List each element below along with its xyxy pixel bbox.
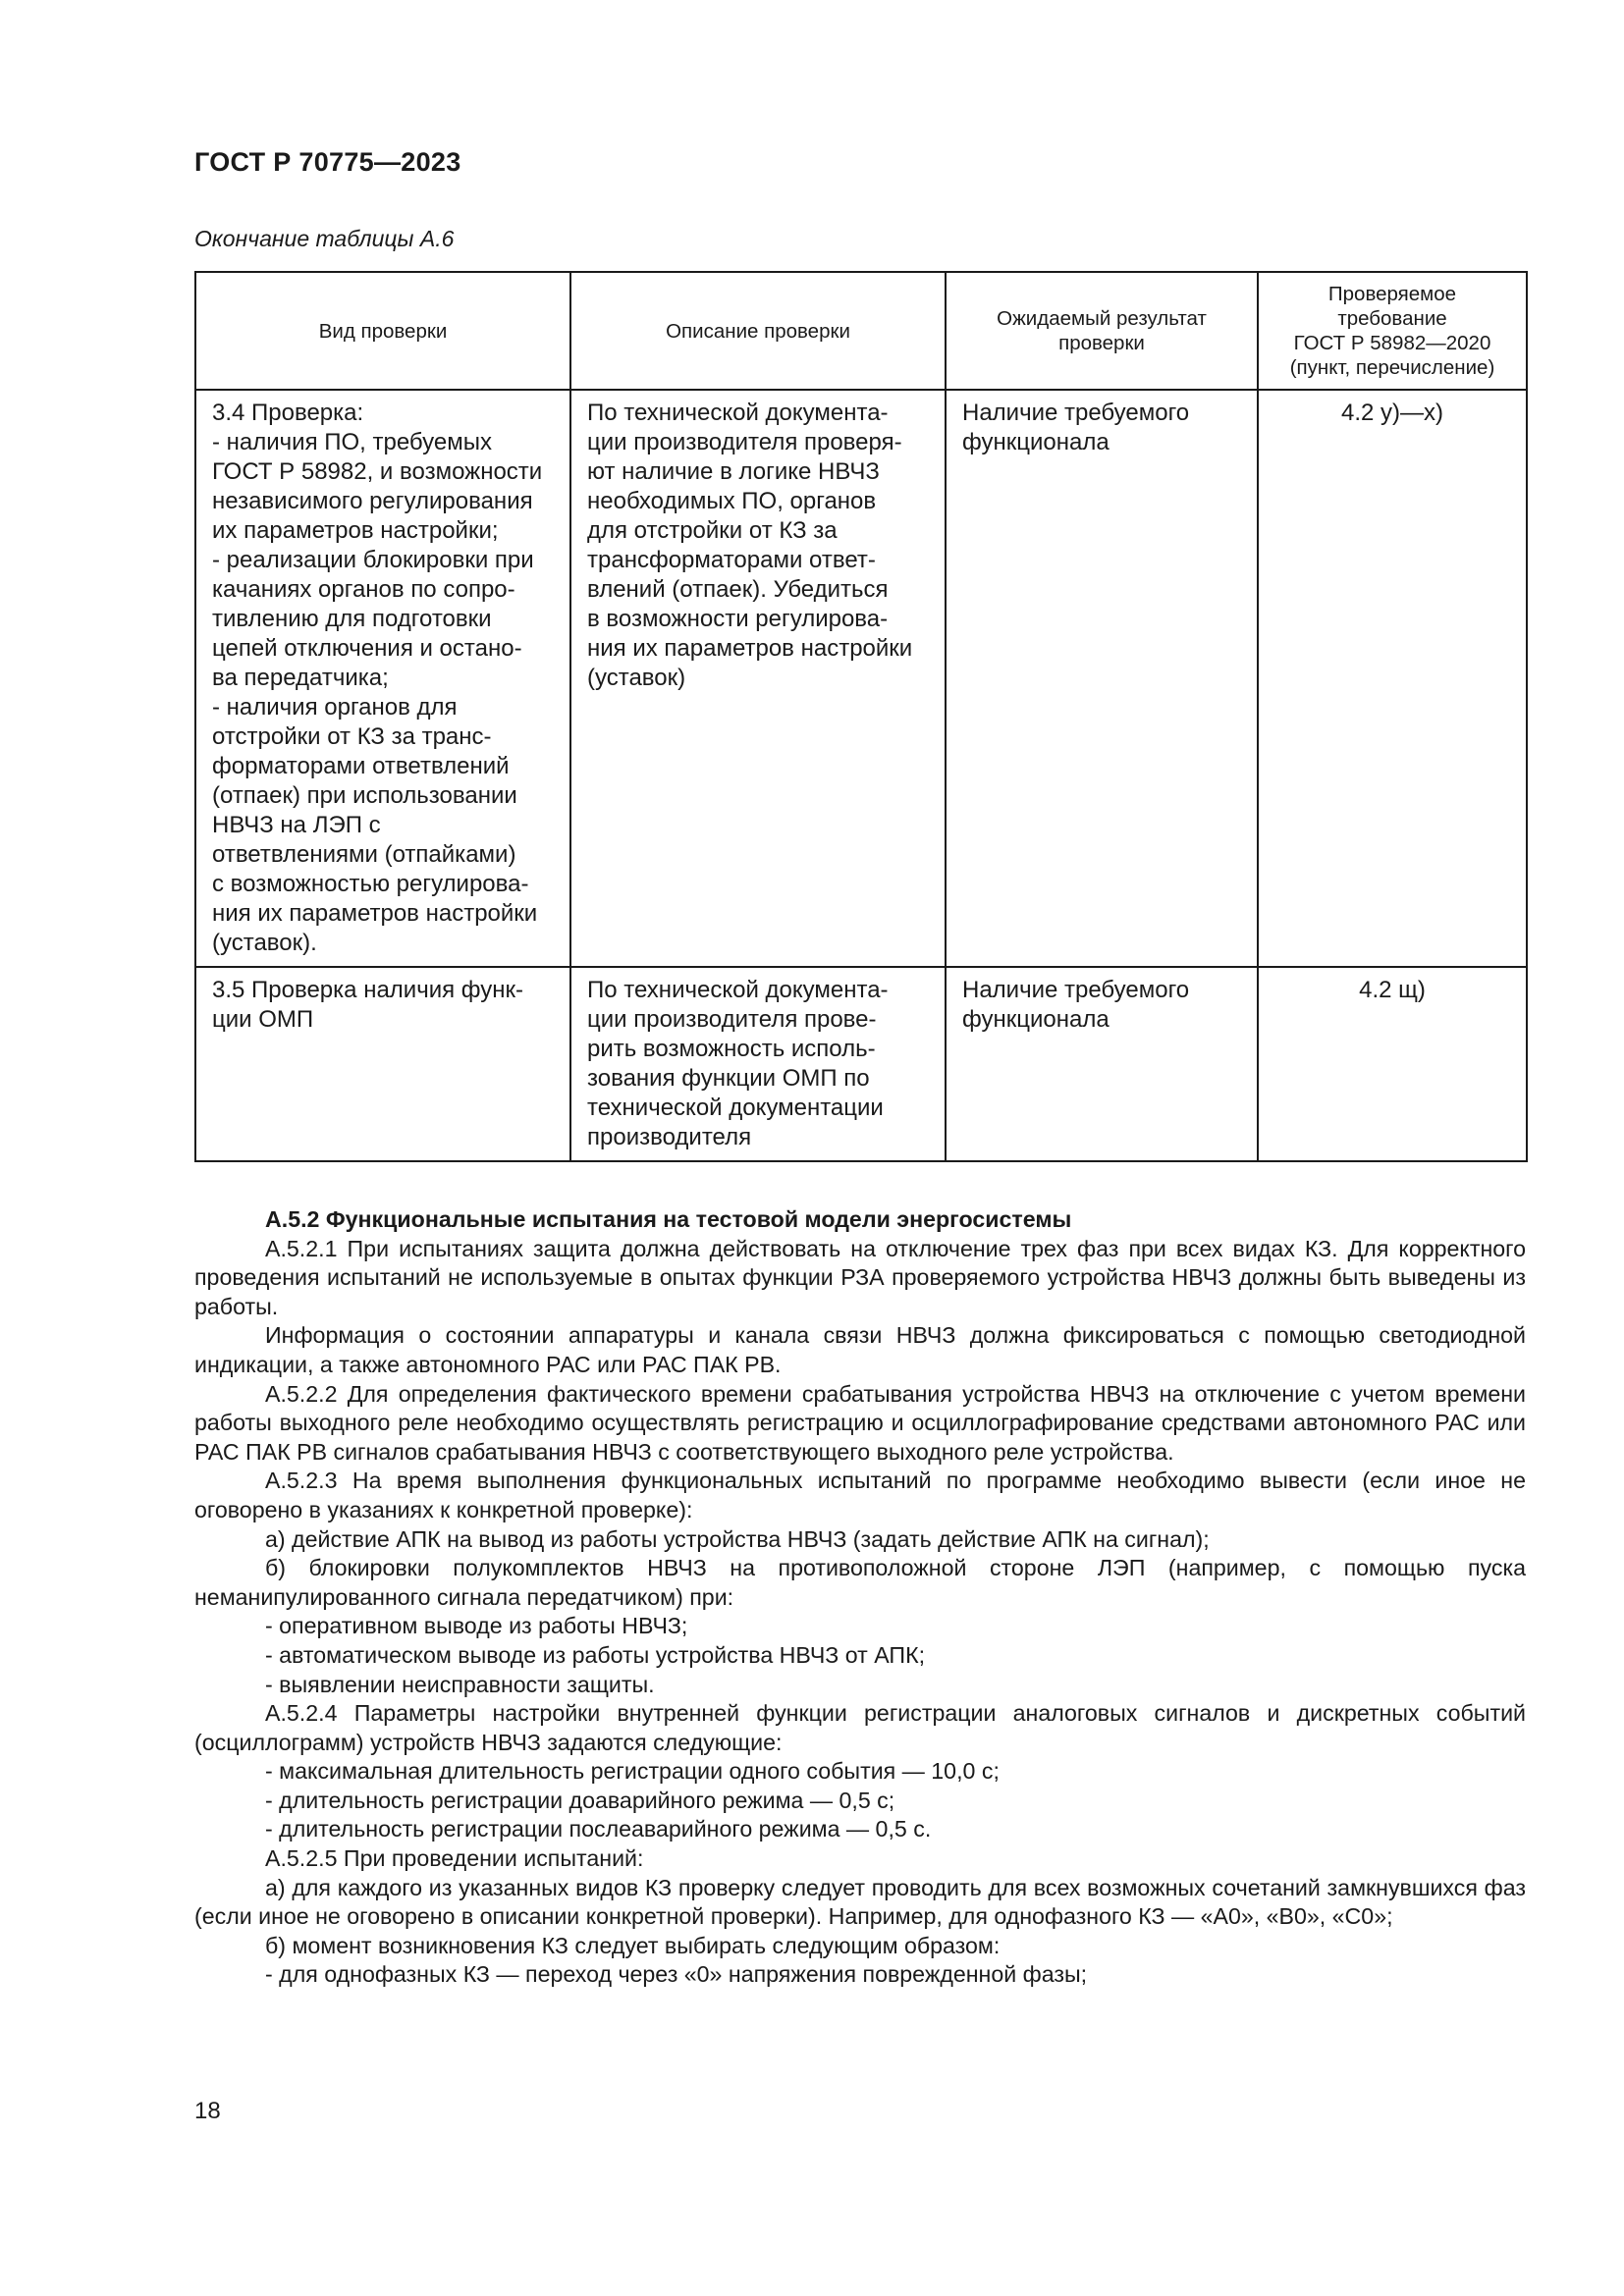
list-item: - автоматическом выводе из работы устройства НВЧЗ от АПК; — [265, 1641, 926, 1668]
paragraph: Информация о состоянии аппаратуры и канала связи НВЧЗ должна фиксироваться с помощью светодиодной индикации, а также автономного РАС или РАС ПАК РВ. — [194, 1322, 1526, 1377]
cell-check-type: 3.4 Проверка: - наличия ПО, требуемых ГОСТ Р 58982, и возможности независимого регулирования их параметров настройки; - реализации блокировки при качаниях органов по сопро- тивлению для подготовки цепей отключения и остано- ва передатчика; - наличия органов для отстройки от КЗ за транс- форматорами ответвлений (отпаек) при использовании НВЧЗ на ЛЭП с ответвлениями (отпайками) с возможностью регулирова- ния их параметров настройки (уставок). — [195, 390, 570, 967]
cell-description: По технической документа- ции производителя прове- рить возможность исполь- зования функции ОМП по технической документации производителя — [570, 967, 946, 1161]
list-item: - максимальная длительность регистрации одного события — 10,0 с; — [265, 1758, 1000, 1785]
checks-table — [194, 271, 1528, 1162]
paragraph: б) момент возникновения КЗ следует выбирать следующим образом: — [265, 1932, 1001, 1958]
cell-check-type: 3.5 Проверка наличия функ- ции ОМП — [195, 967, 570, 1161]
list-item: - оперативном выводе из работы НВЧЗ; — [265, 1613, 688, 1639]
paragraph: б) блокировки полукомплектов НВЧЗ на противоположной стороне ЛЭП (например, с помощью пуска неманипулированного сигнала передатчиком) при: — [194, 1555, 1526, 1610]
cell-requirement: 4.2 у)—х) — [1258, 390, 1527, 967]
cell-expected-result: Наличие требуемого функционала — [946, 967, 1258, 1161]
table-row — [195, 967, 1527, 1161]
column-header-description: Описание проверки — [570, 272, 946, 390]
list-item: - для однофазных КЗ — переход через «0» напряжения поврежденной фазы; — [265, 1961, 1088, 1988]
list-item: - выявлении неисправности защиты. — [265, 1671, 655, 1697]
list-item: - длительность регистрации доаварийного режима — 0,5 с; — [265, 1787, 895, 1813]
section-heading: А.5.2 Функциональные испытания на тестовой модели энергосистемы — [265, 1206, 1072, 1232]
paragraph: А.5.2.2 Для определения фактического времени срабатывания устройства НВЧЗ на отключение с учетом времени работы выходного реле необходимо осуществлять регистрацию и осциллографирование средствами автономного РАС или РАС ПАК РВ сигналов срабатывания НВЧЗ с соответствующего выходного реле устройства. — [194, 1380, 1526, 1465]
paragraph: А.5.2.4 Параметры настройки внутренней функции регистрации аналоговых сигналов и дискретных событий (осциллограмм) устройств НВЧЗ задаются следующие: — [194, 1700, 1526, 1755]
page-number: 18 — [194, 2098, 221, 2124]
paragraph: А.5.2.3 На время выполнения функциональных испытаний по программе необходимо вывести (если иное не оговорено в указаниях к конкретной проверке): — [194, 1468, 1526, 1522]
column-header-expected-result: Ожидаемый результат проверки — [946, 272, 1258, 390]
table-caption: Окончание таблицы А.6 — [194, 226, 455, 251]
cell-requirement: 4.2 щ) — [1258, 967, 1527, 1161]
cell-description: По технической документа- ции производителя проверя- ют наличие в логике НВЧЗ необходимых ПО, органов для отстройки от КЗ за трансформаторами ответ- влений (отпаек). Убедиться в возможности регулирова- ния их параметров настройки (уставок) — [570, 390, 946, 967]
section-a52 — [194, 1205, 1526, 1990]
table-header-row — [195, 272, 1527, 390]
paragraph: а) для каждого из указанных видов КЗ проверку следует проводить для всех возможных сочетаний замкнувшихся фаз (если иное не оговорено в описании конкретной проверки). Например, для однофазного КЗ — «А0», «В0», «С0»; — [194, 1874, 1526, 1930]
table-row — [195, 390, 1527, 967]
paragraph: А.5.2.5 При проведении испытаний: — [265, 1845, 644, 1872]
document-code: ГОСТ Р 70775—2023 — [194, 147, 461, 177]
column-header-requirement: Проверяемое требование ГОСТ Р 58982—2020 (пункт, перечисление) — [1258, 272, 1527, 390]
cell-expected-result: Наличие требуемого функционала — [946, 390, 1258, 967]
list-item: - длительность регистрации послеаварийного режима — 0,5 с. — [265, 1816, 932, 1842]
paragraph: А.5.2.1 При испытаниях защита должна действовать на отключение трех фаз при всех видах КЗ. Для корректного проведения испытаний не используемые в опытах функции РЗА проверяемого устройства НВЧЗ должны быть выведены из работы. — [194, 1235, 1526, 1319]
paragraph: а) действие АПК на вывод из работы устройства НВЧЗ (задать действие АПК на сигнал); — [265, 1525, 1210, 1552]
column-header-check-type: Вид проверки — [195, 272, 570, 390]
